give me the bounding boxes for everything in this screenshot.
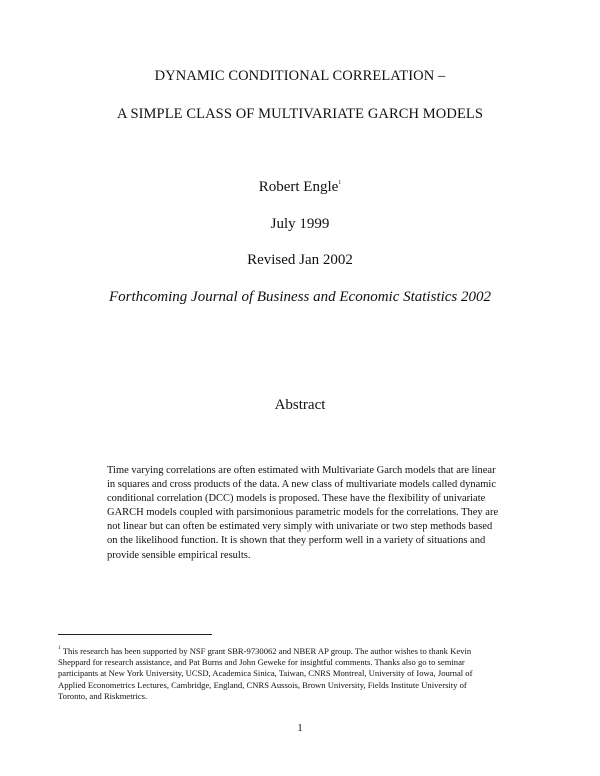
footnote-line: Applied Econometrics Lectures, Cambridge, England, CNRS Aussois, Brown University, Fields Institute University of [58,679,467,690]
footnote-line-text: This research has been supported by NSF grant SBR-9730062 and NBER AP group. The author wishes to thank Kevin [60,646,472,656]
revised-line: Revised Jan 2002 [247,252,353,268]
author-footnote-marker: 1 [338,180,342,186]
date-line: July 1999 [270,216,330,232]
footnote [58,646,558,702]
abstract-line: conditional correlation (DCC) models is proposed. These have the flexibility of univariate [107,493,486,505]
title-line-1: DYNAMIC CONDITIONAL CORRELATION – [154,68,446,84]
abstract-line: not linear but can often be estimated very simply with univariate or two step methods based [107,521,493,533]
abstract-line: provide sensible empirical results. [107,549,251,561]
footnote-line: participants at New York University, UCSD, Academica Sinica, Taiwan, CNRS Montreal, University of Iowa, Journal of [58,668,473,679]
page-number: 1 [297,722,303,734]
author-name: Robert Engle [258,179,339,195]
abstract-line: GARCH models coupled with parsimonious parametric models for the correlations. They are [107,507,499,519]
abstract-line: Time varying correlations are often estimated with Multivariate Garch models that are linear [107,465,496,476]
journal-line: Forthcoming Journal of Business and Economic Statistics 2002 [108,289,492,305]
author-line [0,179,600,196]
footnote-line: Toronto, and Riskmetrics. [58,690,148,701]
footnote-line: Sheppard for research assistance, and Pat Burns and John Geweke for insightful comments. Thanks also go to seminar [58,657,465,668]
footnote-marker: 1 [58,645,61,652]
abstract-line: in squares and cross products of the data. A new class of multivariate models called dynamic [107,479,496,491]
abstract-body [107,464,502,563]
title-line-2: A SIMPLE CLASS OF MULTIVARIATE GARCH MODELS [116,106,484,122]
abstract-heading: Abstract [274,397,326,413]
footnote-line [58,646,558,657]
abstract-line: on the likelihood function. It is shown that they perform well in a variety of situations and [107,535,486,547]
footnote-divider [58,634,212,635]
